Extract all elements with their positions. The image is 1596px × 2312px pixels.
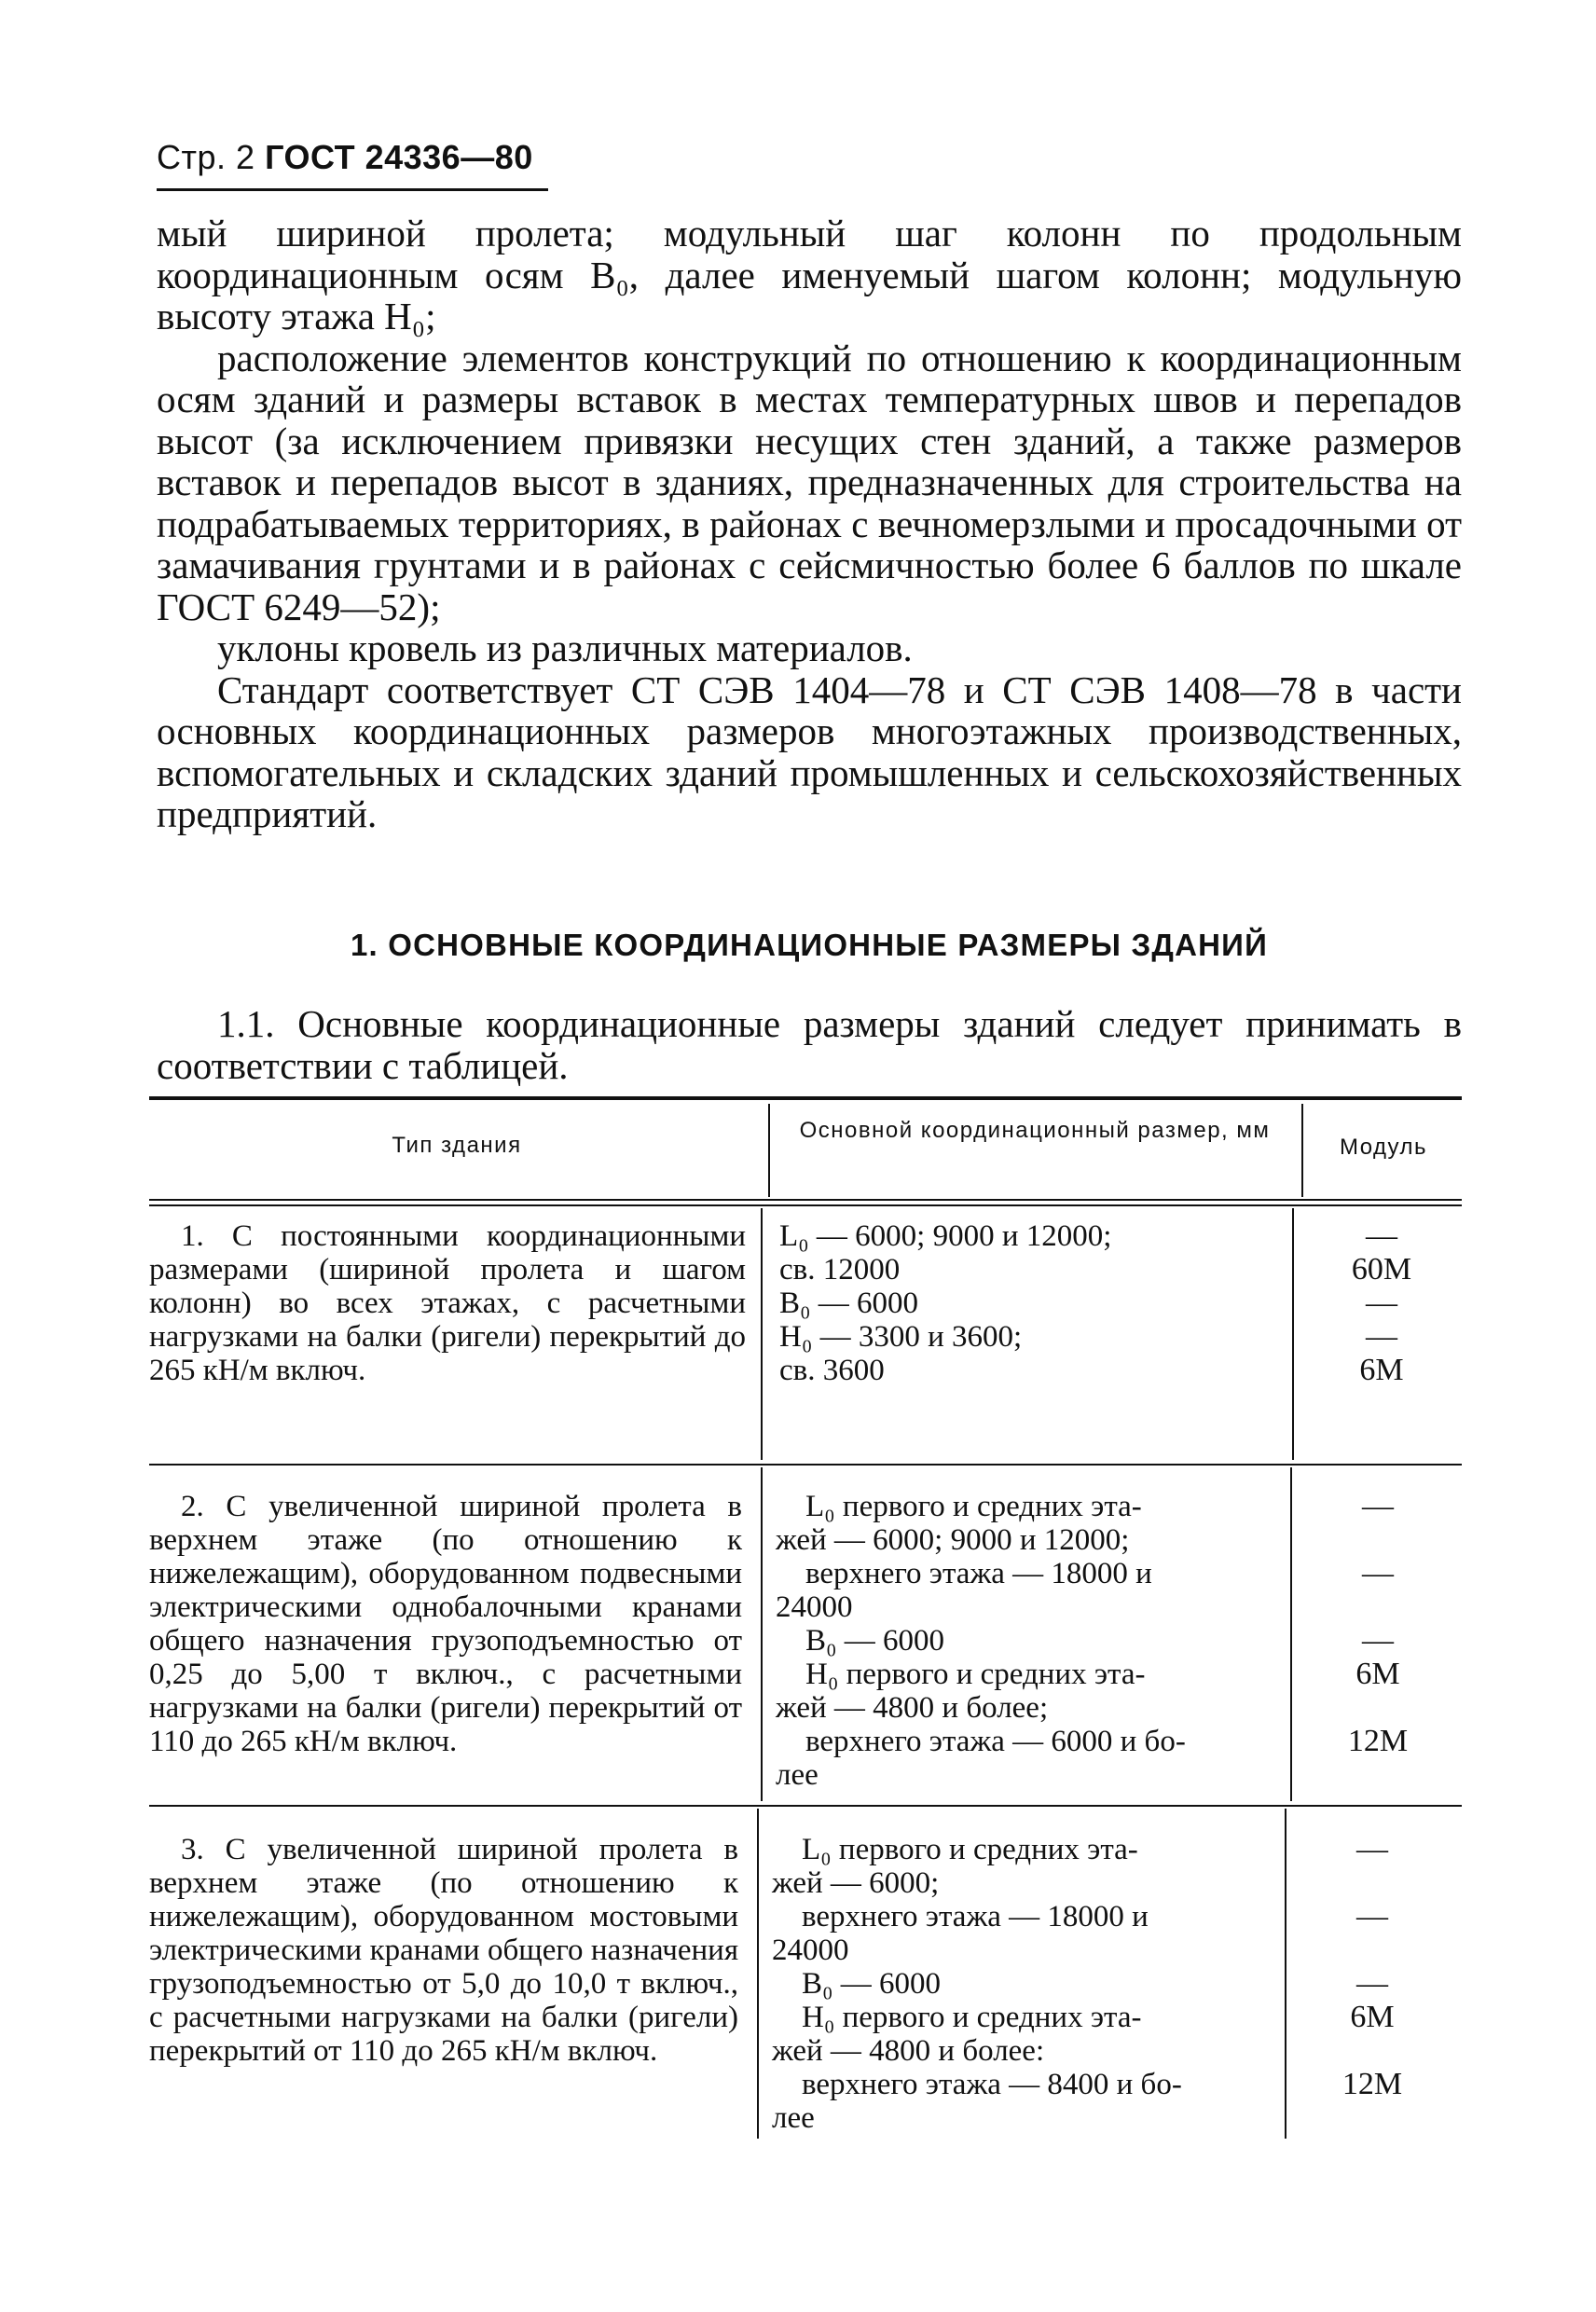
intro-paragraph: 1.1. Основные координационные размеры зданий следует принимать в соответствии с таблицей. bbox=[157, 1002, 1462, 1087]
header-divider-2 bbox=[1301, 1104, 1303, 1197]
paragraph-3: уклоны кровель из различных материалов. bbox=[217, 626, 913, 669]
row3-sizes: L₀ первого и средних эта- жей — 6000; верхнего этажа — 18000 и 24000 B₀ — 6000 H₀ первого и средних эта- жей — 4800 и более: верхнего этажа — 8400 и бо- лее bbox=[772, 1833, 1182, 2135]
row2-sizes: L₀ первого и средних эта- жей — 6000; 9000 и 12000; верхнего этажа — 18000 и 24000 B₀ — 6000 H₀ первого и средних эта- жей — 4800 и более; верхнего этажа — 6000 и бо- лее bbox=[776, 1490, 1186, 1792]
row2-divider-2 bbox=[1290, 1467, 1292, 1801]
header-module: Модуль bbox=[1339, 1135, 1428, 1160]
row-separator-2 bbox=[149, 1805, 1462, 1807]
coordination-table bbox=[149, 1096, 1462, 2140]
header-rule bbox=[157, 188, 548, 191]
row3-divider-2 bbox=[1285, 1809, 1286, 2139]
page-header bbox=[157, 138, 533, 177]
row2-divider-1 bbox=[761, 1467, 763, 1801]
section-title: 1. ОСНОВНЫЕ КООРДИНАЦИОННЫЕ РАЗМЕРЫ ЗДАНИЙ bbox=[350, 928, 1269, 962]
table-header-rule bbox=[149, 1199, 1462, 1201]
row2-modules: — — — 6М 12М bbox=[1347, 1489, 1409, 1758]
page-label: Стр. 2 bbox=[157, 138, 255, 176]
section-intro bbox=[157, 1003, 1462, 1086]
row1-sizes: L₀ — 6000; 9000 и 12000; св. 12000 B₀ — 6000 H₀ — 3300 и 3600; св. 3600 bbox=[779, 1219, 1112, 1387]
row-separator-1 bbox=[149, 1464, 1462, 1466]
row3-type: 3. С увеличенной шириной пролета в верхнем этаже (по отношению к нижележащим), оборудованном мостовыми электрическими кранами общего назначения грузоподъемностью от 5,0 до 10,0 т включ., с расчетными нагрузками на балки (ригели) перекрытий от 110 до 265 кН/м включ. bbox=[149, 1833, 738, 2068]
row1-type: 1. С постоянными координационными размерами (шириной пролета и шагом колонн) во всех этажах, с расчетными нагрузками на балки (ригели) перекрытий до 265 кН/м включ. bbox=[149, 1219, 746, 1387]
header-type: Тип здания bbox=[392, 1133, 522, 1158]
paragraph-2: расположение элементов конструкций по отношению к координационным осям зданий и размеры вставок в местах температурных швов и перепадов высот (за исключением привязки несущих стен зданий, а также размеров вставок и перепадов высот в зданиях, предназначенных для строительства на подрабатываемых территориях, в районах с вечномерзлыми и просадочными от замачивания грунтами и в районах с сейсмичностью более 6 баллов по шкале ГОСТ 6249—52); bbox=[157, 336, 1462, 628]
table-top-rule bbox=[149, 1096, 1462, 1100]
row3-modules: — — — 6М 12М bbox=[1341, 1832, 1403, 2101]
row1-divider-1 bbox=[761, 1208, 763, 1460]
body-text bbox=[157, 213, 1462, 835]
paragraph-1: мый шириной пролета; модульный шаг колонн по продольным координационным осям B₀, далее именуемый шагом колонн; модульную высоту этажа H₀; bbox=[157, 212, 1462, 337]
paragraph-4: Стандарт соответствует СТ СЭВ 1404—78 и СТ СЭВ 1408—78 в части основных координационных размеров многоэтажных производственных, вспомогательных и складских зданий промышленных и сельскохозяйственных предприятий. bbox=[157, 667, 1462, 835]
row1-divider-2 bbox=[1292, 1208, 1294, 1460]
row2-type: 2. С увеличенной шириной пролета в верхнем этаже (по отношению к нижележащим), оборудованном подвесными электрическими однобалочными кранами общего назначения грузоподъемностью от 0,25 до 5,00 т включ., с расчетными нагрузками на балки (ригели) перекрытий от 110 до 265 кН/м включ. bbox=[149, 1490, 742, 1758]
standard-number: ГОСТ 24336—80 bbox=[265, 138, 533, 176]
header-size: Основной координационный размер, мм bbox=[799, 1118, 1271, 1143]
row3-divider-1 bbox=[757, 1809, 759, 2139]
table-header-rule-2 bbox=[149, 1204, 1462, 1206]
header-divider-1 bbox=[768, 1104, 770, 1197]
row1-modules: — 60М — — 6М bbox=[1351, 1218, 1412, 1387]
